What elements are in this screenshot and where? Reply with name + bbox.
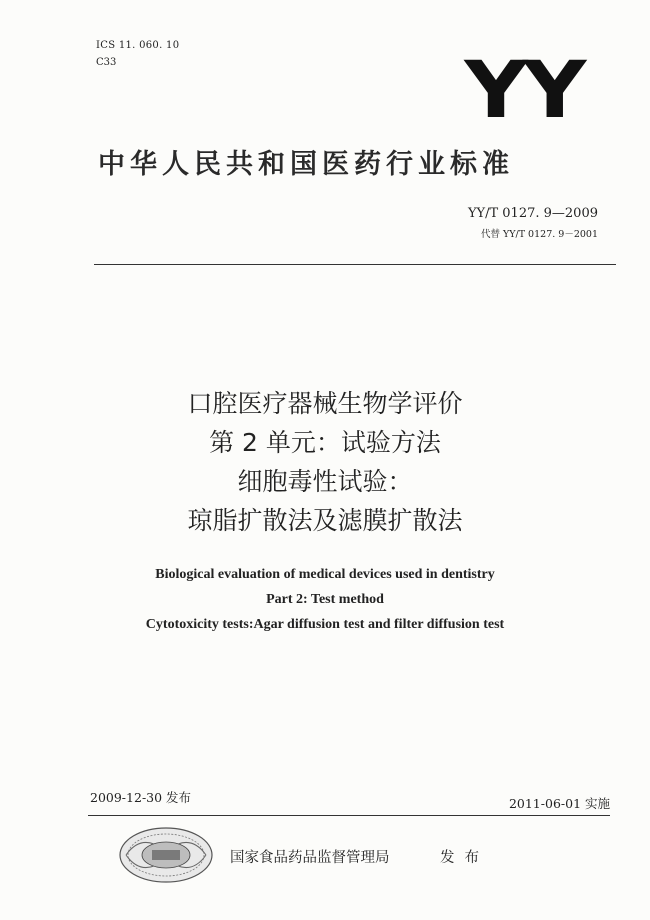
publish-date: 2009-12-30 发布 [90, 790, 192, 805]
english-title-line2: Part 2: Test method [266, 592, 384, 607]
english-title [0, 562, 650, 637]
chinese-title-line4: 琼脂扩散法及滤膜扩散法 [187, 506, 463, 535]
standard-number: YY/T 0127. 9—2009 [467, 206, 598, 221]
seal-emblem-icon [118, 826, 214, 884]
national-standard-title: 中华人民共和国医药行业标准 [98, 149, 514, 180]
bottom-divider [88, 815, 610, 816]
issue-label: 发布 [440, 850, 489, 866]
issuing-authority: 国家食品药品监督管理局 [230, 850, 390, 866]
chinese-title [0, 384, 650, 540]
yy-logo: YY [464, 46, 582, 136]
chinese-title-line2: 第 2 单元：试验方法 [209, 428, 441, 457]
ccs-code: C33 [96, 57, 117, 68]
english-title-line3: Cytotoxicity tests:Agar diffusion test and filter diffusion test [145, 617, 505, 632]
top-divider [94, 264, 616, 265]
chinese-title-line3: 细胞毒性试验： [237, 467, 413, 496]
ics-code: ICS 11. 060. 10 [96, 40, 180, 51]
replaces-standard: 代替 YY/T 0127. 9－2001 [480, 229, 598, 240]
english-title-line1: Biological evaluation of medical devices used in dentistry [155, 567, 495, 582]
chinese-title-line1: 口腔医疗器械生物学评价 [187, 389, 463, 418]
effective-date: 2011-06-01 实施 [508, 796, 610, 811]
